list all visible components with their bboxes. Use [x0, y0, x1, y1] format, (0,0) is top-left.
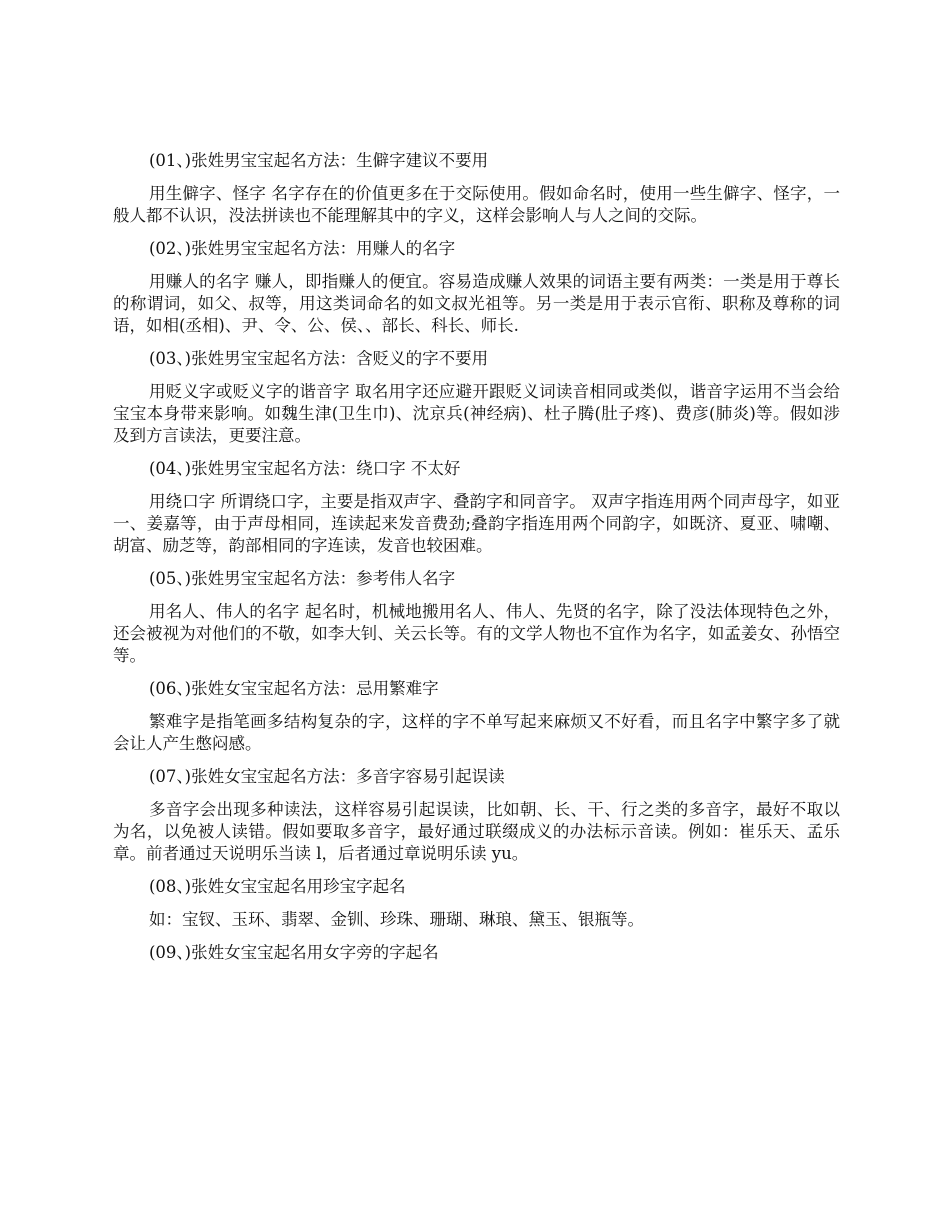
body-paragraph-04: 用绕口字 所谓绕口字，主要是指双声字、叠韵字和同音字。 双声字指连用两个同声母字，如亚一、姜嘉等，由于声母相同，连读起来发音费劲;叠韵字指连用两个同韵字，如既济、夏亚、啸嘲、胡富、励芝等，韵部相同的字连读，发音也较困难。: [113, 492, 840, 555]
body-paragraph-05: 用名人、伟人的名字 起名时，机械地搬用名人、伟人、先贤的名字，除了没法体现特色之外，还会被视为对他们的不敬，如李大钊、关云长等。有的文学人物也不宜作为名字，如孟姜女、孙悟空等。: [113, 602, 840, 665]
heading-03: (03、)张姓男宝宝起名方法：含贬义的字不要用: [149, 349, 489, 368]
heading-01: (01、)张姓男宝宝起名方法：生僻字建议不要用: [149, 151, 489, 170]
heading-05: (05、)张姓男宝宝起名方法：参考伟人名字: [149, 569, 456, 588]
body-paragraph-02: 用赚人的名字 赚人，即指赚人的便宜。容易造成赚人效果的词语主要有两类：一类是用于尊长的称谓词，如父、叔等，用这类词命名的如文叔光祖等。另一类是用于表示官衔、职称及尊称的词语，如相(丞相)、尹、令、公、侯、、部长、科长、师长.: [113, 272, 840, 335]
heading-09: (09、)张姓女宝宝起名用女字旁的字起名: [149, 943, 439, 962]
heading-07: (07、)张姓女宝宝起名方法：多音字容易引起误读: [149, 767, 505, 786]
heading-06: (06、)张姓女宝宝起名方法：忌用繁难字: [149, 679, 439, 698]
body-paragraph-06: 繁难字是指笔画多结构复杂的字，这样的字不单写起来麻烦又不好看，而且名字中繁字多了就会让人产生憋闷感。: [113, 712, 840, 753]
heading-08: (08、)张姓女宝宝起名用珍宝字起名: [149, 877, 406, 896]
heading-02: (02、)张姓男宝宝起名方法：用赚人的名字: [149, 239, 456, 258]
body-paragraph-07: 多音字会出现多种读法，这样容易引起误读，比如朝、长、干、行之类的多音字，最好不取以为名，以免被人读错。假如要取多音字，最好通过联缀成义的办法标示音读。例如：崔乐天、孟乐章。前者通过天说明乐当读 l，后者通过章说明乐读 yu。: [113, 800, 840, 863]
document-body: [113, 150, 840, 975]
heading-04: (04、)张姓男宝宝起名方法：绕口字 不太好: [149, 459, 461, 478]
body-paragraph-01: 用生僻字、怪字 名字存在的价值更多在于交际使用。假如命名时，使用一些生僻字、怪字，一般人都不认识，没法拼读也不能理解其中的字义，这样会影响人与人之间的交际。: [113, 184, 840, 225]
body-paragraph-08: 如：宝钗、玉环、翡翠、金钏、珍珠、珊瑚、琳琅、黛玉、银瓶等。: [149, 910, 644, 929]
body-paragraph-03: 用贬义字或贬义字的谐音字 取名用字还应避开跟贬义词读音相同或类似，谐音字运用不当会给宝宝本身带来影响。如魏生津(卫生巾)、沈京兵(神经病)、杜子腾(肚子疼)、费彦(肺炎)等。假如涉及到方言读法，更要注意。: [113, 382, 840, 445]
